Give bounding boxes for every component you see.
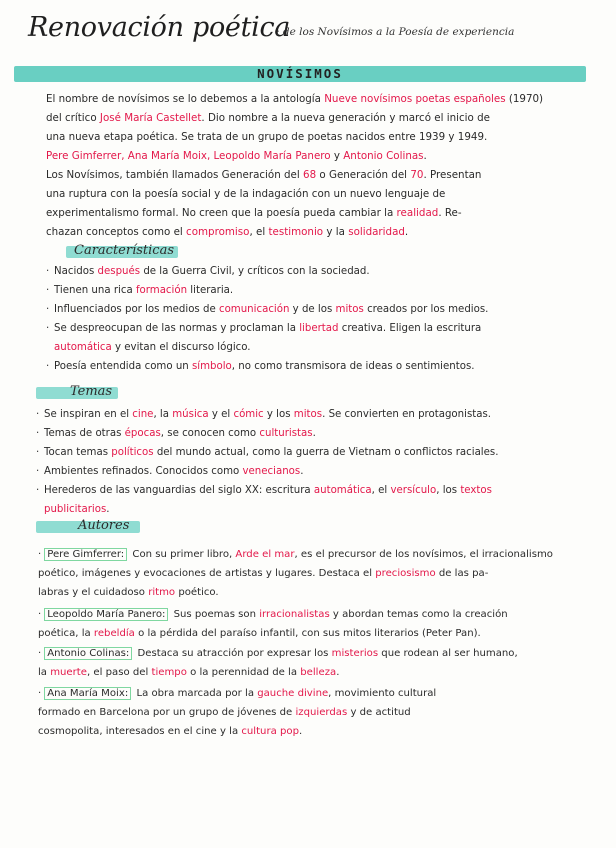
section-title: Autores <box>78 518 130 533</box>
text-segment: o la perennidad de la <box>186 667 301 678</box>
text-segment: Influenciados por los medios de <box>54 304 219 315</box>
text-segment: (1970) <box>505 93 544 105</box>
highlighted-term: Arde el mar <box>235 549 295 560</box>
text-segment: Con su primer libro, <box>129 549 236 560</box>
text-line <box>38 624 598 643</box>
text-segment: cosmopolita, interesados en el cine y la <box>38 726 242 737</box>
text-segment: chazan conceptos como el <box>46 226 187 238</box>
text-line <box>46 109 586 128</box>
list-item <box>36 500 498 519</box>
bullet-dot: · <box>38 549 42 560</box>
text-segment: y de los <box>289 304 336 315</box>
text-segment: del crítico <box>46 112 100 124</box>
highlighted-term: Nueve novísimos poetas españoles <box>324 93 506 105</box>
novisimos-banner <box>14 66 586 82</box>
text-segment: Tocan temas <box>44 447 112 458</box>
list-item <box>46 319 488 338</box>
list-item <box>36 424 498 443</box>
caracteristicas-list <box>46 262 488 376</box>
text-segment: creados por los medios. <box>363 304 489 315</box>
text-segment: , movimiento cultural <box>328 688 437 699</box>
section-title: Temas <box>70 384 113 399</box>
highlighted-term: muerte <box>50 667 87 678</box>
text-segment: labras y el cuidadoso <box>38 587 149 598</box>
highlighted-term: símbolo <box>191 361 232 372</box>
section-caracteristicas <box>66 243 178 257</box>
highlighted-term: testimonio <box>268 226 324 238</box>
text-segment: . <box>106 504 110 515</box>
highlighted-term: publicitarios <box>44 504 107 515</box>
highlighted-term: culturistas <box>259 428 313 439</box>
text-segment: . Re- <box>438 207 462 219</box>
list-item <box>36 462 498 481</box>
author-name: Antonio Colinas: <box>44 647 132 660</box>
list-item <box>46 300 488 319</box>
highlighted-term: cine <box>132 409 154 420</box>
text-segment: y de actitud <box>347 707 411 718</box>
text-segment: Sus poemas son <box>170 609 260 620</box>
author-block <box>38 684 598 741</box>
text-segment: Poesía entendida como un <box>54 361 192 372</box>
author-block <box>38 605 598 643</box>
text-segment: y la <box>323 226 349 238</box>
text-line <box>38 663 598 682</box>
bullet-dot: · <box>38 688 42 699</box>
highlighted-term: libertad <box>299 323 339 334</box>
text-segment: Ambientes refinados. Conocidos como <box>44 466 243 477</box>
highlighted-term: misterios <box>331 648 379 659</box>
text-segment: Nacidos <box>54 266 98 277</box>
text-line <box>38 564 598 583</box>
text-line <box>38 583 598 602</box>
author-block <box>38 644 598 682</box>
list-item <box>36 405 498 424</box>
text-line <box>46 204 586 223</box>
page-title: Renovación poética <box>28 12 291 43</box>
highlighted-term: políticos <box>111 447 154 458</box>
author-name: Leopoldo María Panero: <box>44 608 168 621</box>
text-segment: Destaca su atracción por expresar los <box>134 648 332 659</box>
highlighted-term: tiempo <box>151 667 187 678</box>
author-name: Pere Gimferrer: <box>44 548 127 561</box>
highlighted-term: Antonio Colinas <box>343 150 424 162</box>
highlighted-term: cultura pop <box>241 726 299 737</box>
text-segment: El nombre de novísimos se lo debemos a la antología <box>46 93 325 105</box>
text-segment: . Presentan <box>423 169 482 181</box>
text-segment: creativa. Eligen la escritura <box>338 323 482 334</box>
text-segment: literaria. <box>187 285 234 296</box>
bullet-dot: · <box>38 648 42 659</box>
section-autores <box>36 518 140 532</box>
bullet-dot: · <box>38 609 42 620</box>
list-item <box>36 481 498 500</box>
text-line <box>38 722 598 741</box>
text-line <box>46 90 586 109</box>
text-segment: y evitan el discurso lógico. <box>111 342 251 353</box>
intro-paragraph <box>46 90 586 242</box>
highlighted-term: versículo <box>390 485 437 496</box>
highlighted-term: textos <box>460 485 492 496</box>
text-line <box>38 545 598 564</box>
text-segment: , no como transmisora de ideas o sentimientos. <box>231 361 475 372</box>
text-segment: Herederos de las vanguardias del siglo XX: escritura <box>44 485 314 496</box>
banner-title: NOVÍSIMOS <box>257 66 343 81</box>
text-segment: . Dio nombre a la nueva generación y marcó el inicio de <box>201 112 490 124</box>
text-segment: Los Novísimos, también llamados Generación del <box>46 169 304 181</box>
title-row <box>28 12 598 52</box>
text-segment: y el <box>208 409 234 420</box>
highlighted-term: venecianos <box>242 466 301 477</box>
highlighted-term: 68 <box>303 169 317 181</box>
text-segment: formado en Barcelona por un grupo de jóvenes de <box>38 707 296 718</box>
text-segment: poético, imágenes y evocaciones de artistas y lugares. Destaca el <box>38 568 376 579</box>
highlighted-term: solidaridad <box>348 226 405 238</box>
highlighted-term: comunicación <box>218 304 290 315</box>
text-segment: y <box>330 150 344 162</box>
highlighted-term: Pere Gimferrer, Ana María Moix, Leopoldo María Panero <box>46 150 331 162</box>
list-item <box>46 338 488 357</box>
author-block <box>38 545 598 602</box>
highlighted-term: irracionalistas <box>259 609 330 620</box>
text-segment: o Generación del <box>316 169 411 181</box>
page-subtitle: : de los Novísimos a la Poesía de experiencia <box>276 26 515 38</box>
highlighted-term: después <box>97 266 141 277</box>
text-segment: que rodean al ser humano, <box>378 648 518 659</box>
text-segment: del mundo actual, como la guerra de Vietnam o conflictos raciales. <box>153 447 499 458</box>
highlighted-term: izquierdas <box>295 707 348 718</box>
text-segment: Se despreocupan de las normas y proclaman la <box>54 323 300 334</box>
highlighted-term: gauche divine <box>257 688 329 699</box>
text-segment: , el <box>371 485 391 496</box>
text-line <box>38 703 598 722</box>
text-segment: la <box>38 667 51 678</box>
text-line <box>46 147 586 166</box>
section-title: Características <box>74 243 174 258</box>
text-segment: Tienen una rica <box>54 285 136 296</box>
highlighted-term: compromiso <box>186 226 250 238</box>
text-line <box>46 128 586 147</box>
highlighted-term: preciosismo <box>375 568 436 579</box>
list-item <box>36 443 498 462</box>
highlighted-term: rebeldía <box>93 628 135 639</box>
highlighted-term: belleza <box>300 667 337 678</box>
text-segment: Se inspiran en el <box>44 409 133 420</box>
highlighted-term: automática <box>54 342 112 353</box>
text-line <box>38 605 598 624</box>
text-segment: . <box>404 226 409 238</box>
highlighted-term: mitos <box>293 409 323 420</box>
text-segment: y los <box>263 409 294 420</box>
highlighted-term: realidad <box>396 207 439 219</box>
text-segment: experimentalismo formal. No creen que la poesía pueda cambiar la <box>46 207 397 219</box>
text-segment: , la <box>153 409 173 420</box>
text-segment: Temas de otras <box>44 428 125 439</box>
highlighted-term: música <box>172 409 209 420</box>
text-segment: y abordan temas como la creación <box>329 609 508 620</box>
text-segment: . <box>312 428 316 439</box>
text-line <box>38 644 598 663</box>
text-segment: . <box>336 667 340 678</box>
text-segment: poética, la <box>38 628 94 639</box>
temas-list <box>36 405 498 519</box>
text-line <box>46 223 586 242</box>
text-line <box>38 684 598 703</box>
highlighted-term: ritmo <box>148 587 176 598</box>
text-segment: o la pérdida del paraíso infantil, con sus mitos literarios (Peter Pan). <box>134 628 481 639</box>
list-item <box>46 357 488 376</box>
text-segment: de las pa- <box>435 568 489 579</box>
list-item <box>46 281 488 300</box>
list-item <box>46 262 488 281</box>
text-segment: de la Guerra Civil, y críticos con la sociedad. <box>140 266 370 277</box>
section-temas <box>36 384 118 398</box>
text-segment: . Se convierten en protagonistas. <box>322 409 492 420</box>
text-line <box>46 166 586 185</box>
text-segment: , se conocen como <box>160 428 260 439</box>
highlighted-term: 70 <box>410 169 424 181</box>
highlighted-term: épocas <box>124 428 161 439</box>
text-segment: , es el precursor de los novísimos, el irracionalismo <box>294 549 553 560</box>
text-segment: , el <box>249 226 269 238</box>
highlighted-term: automática <box>313 485 372 496</box>
highlighted-term: mitos <box>335 304 364 315</box>
author-name: Ana María Moix: <box>44 687 131 700</box>
text-segment: . <box>298 726 303 737</box>
highlighted-term: cómic <box>233 409 264 420</box>
text-segment: poético. <box>175 587 219 598</box>
text-segment: La obra marcada por la <box>133 688 258 699</box>
text-segment: . <box>300 466 304 477</box>
text-line <box>46 185 586 204</box>
text-segment: una ruptura con la poesía social y de la indagación con un nuevo lenguaje de <box>46 188 446 200</box>
text-segment: . <box>423 150 427 162</box>
text-segment: , los <box>436 485 461 496</box>
highlighted-term: José María Castellet <box>99 112 202 124</box>
text-segment: , el paso del <box>86 667 152 678</box>
text-segment: una nueva etapa poética. Se trata de un grupo de poetas nacidos entre 1939 y 1949. <box>46 131 488 143</box>
highlighted-term: formación <box>135 285 188 296</box>
